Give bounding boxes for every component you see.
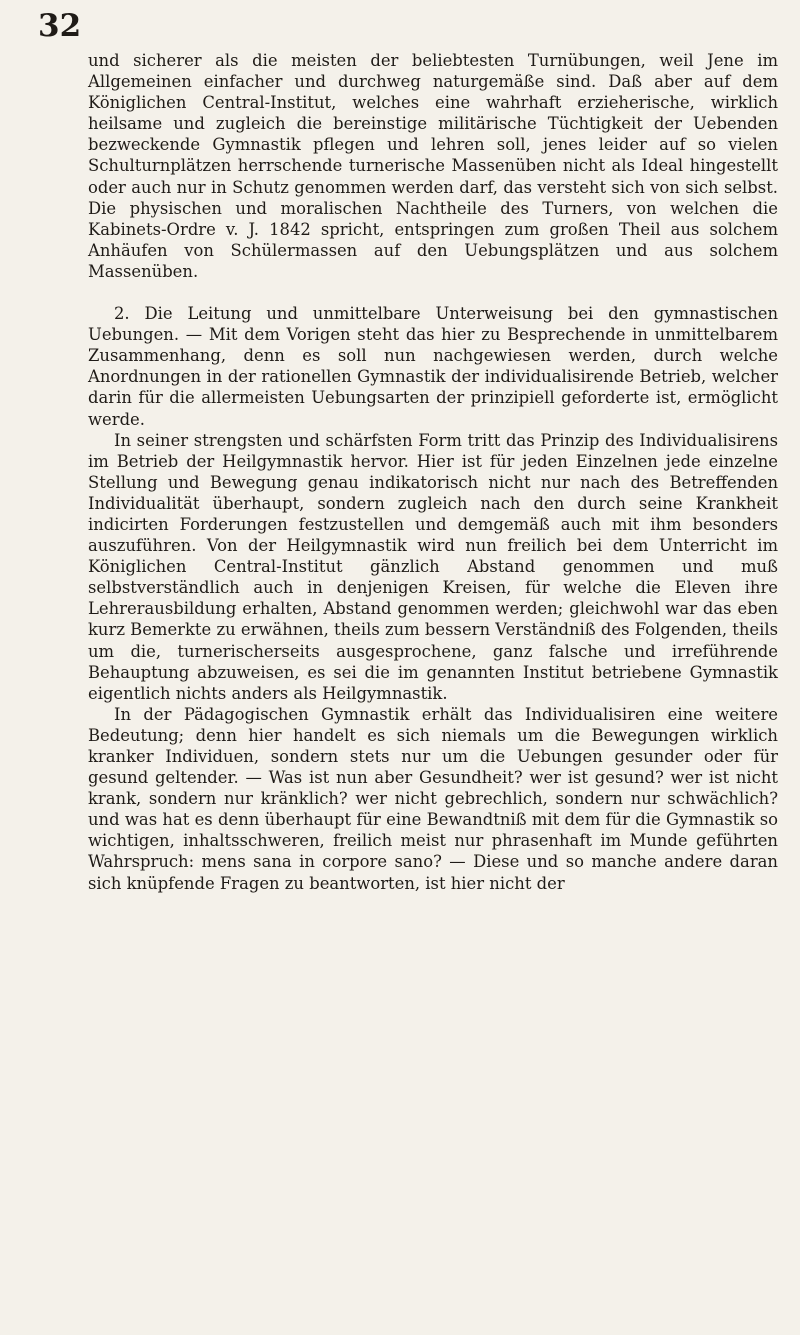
- paragraph-1: und sicherer als die meisten der beliebtesten Turnübungen, weil Jene im Allgemeinen einfacher und durchweg naturgemäße sind. Daß aber auf dem Königlichen Central-Institut, welches eine wahrhaft erzieherische, wirklich heilsame und zugleich die bereinstige militärische Tüchtigkeit der Uebenden bezweckende Gymnastik pflegen und lehren soll, jenes leider auf so vielen Schulturnplätzen herrschende turnerische Massenüben nicht als Ideal hingestellt oder auch nur in Schutz genommen werden darf, das versteht sich von sich selbst. Die physischen und moralischen Nachtheile des Turners, von welchen die Kabinets-Ordre v. J. 1842 spricht, entspringen zum großen Theil aus solchem Anhäufen von Schülermassen auf den Uebungsplätzen und aus solchem Massenüben.: [88, 51, 778, 281]
- paragraph-2: 2. Die Leitung und unmittelbare Unterweisung bei den gymnastischen Uebungen. — Mit dem Vorigen steht das hier zu Besprechende in unmittelbarem Zusammenhang, denn es soll nun nachgewiesen werden, durch welche Anordnungen in der rationellen Gymnastik der individualisirende Betrieb, welcher darin für die allermeisten Uebungsarten der prinzipiell geforderte ist, ermöglicht werde.: [88, 304, 778, 429]
- paragraph-4: In der Pädagogischen Gymnastik erhält das Individualisiren eine weitere Bedeutung; denn hier handelt es sich niemals um die Bewegungen wirklich kranker Individuen, sondern stets nur um die Uebungen gesunder oder für gesund geltender. — Was ist nun aber Gesundheit? wer ist gesund? wer ist nicht krank, sondern nur kränklich? wer nicht gebrechlich, sondern nur schwächlich? und was hat es denn überhaupt für eine Bewandtniß mit dem für die Gymnastik so wichtigen, inhaltsschweren, freilich meist nur phrasenhaft im Munde geführten Wahrspruch: mens sana in corpore sano? — Diese und so manche andere daran sich knüpfende Fragen zu beantworten, ist hier nicht der: [88, 704, 778, 893]
- body-text: [88, 50, 778, 894]
- page-number: 32: [38, 8, 82, 44]
- paragraph-3: In seiner strengsten und schärfsten Form tritt das Prinzip des Individualisirens im Betrieb der Heilgymnastik hervor. Hier ist für jeden Einzelnen jede einzelne Stellung und Bewegung genau indikatorisch nicht nur nach des Betreffenden Individualität überhaupt, sondern zugleich nach den durch seine Krankheit indicirten Forderungen festzustellen und demgemäß auch mit ihm besonders auszuführen. Von der Heilgymnastik wird nun freilich bei dem Unterricht im Königlichen Central-Institut gänzlich Abstand genommen und muß selbstverständlich auch in denjenigen Kreisen, für welche die Eleven ihre Lehrerausbildung erhalten, Abstand genommen werden; gleichwohl war das eben kurz Bemerkte zu erwähnen, theils zum bessern Verständniß des Folgenden, theils um die, turnerischerseits ausgesprochene, ganz falsche und irreführende Behauptung abzuweisen, es sei die im genannten Institut betriebene Gymnastik eigentlich nichts anders als Heilgymnastik.: [88, 430, 778, 703]
